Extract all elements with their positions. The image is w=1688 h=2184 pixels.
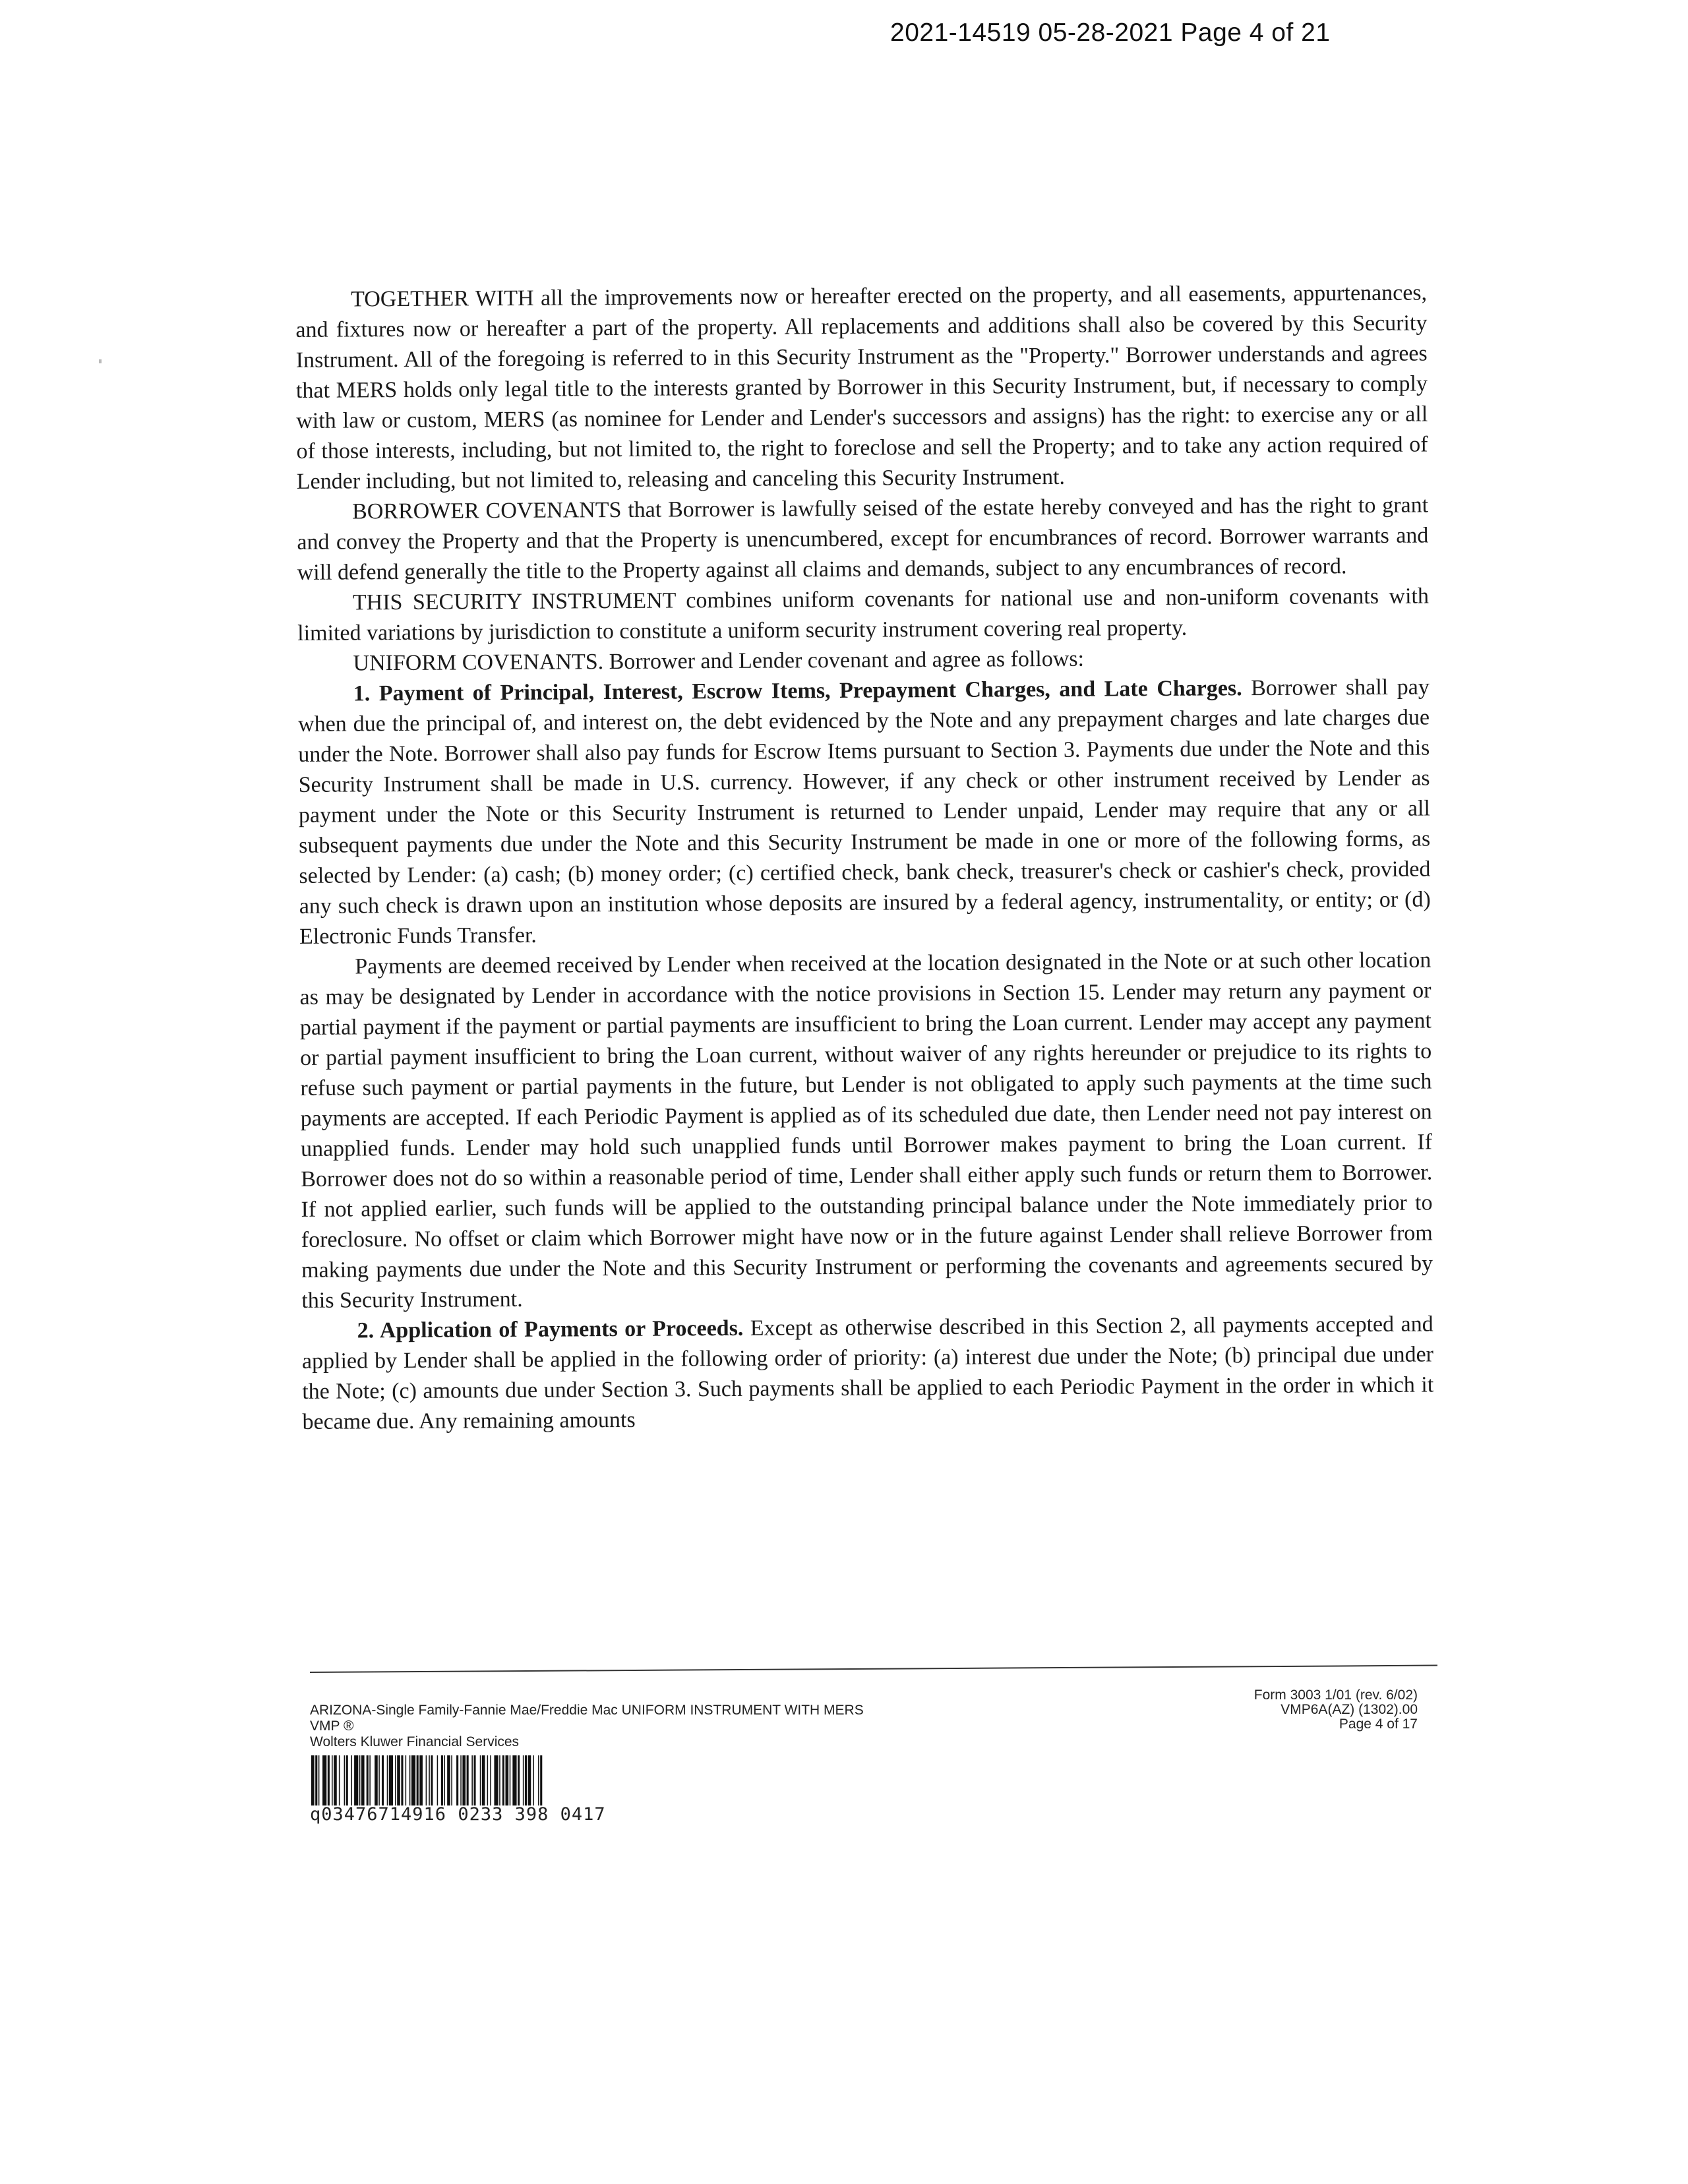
barcode-bar — [411, 1755, 415, 1805]
barcode-bar — [533, 1755, 534, 1805]
barcode-bar — [462, 1755, 466, 1805]
footer-divider — [310, 1665, 1437, 1673]
barcode-bar — [328, 1755, 330, 1805]
barcode-bar — [375, 1755, 378, 1805]
section-1-text: Borrower shall pay when due the principal of, and interest on, the debt evidenced by the Note and any prepayment charges and late charges due under the Note. Borrower shall also pay funds for Escrow Items pursuant to Section 3. Payments due under the Note and this Security Instrument shall be made in U.S. currency. However, if any check or other instrument received by Lender as payment under the Note or this Security Instrument is returned to Lender unpaid, Lender may require that any or all subsequent payments due under the Note and this Security Instrument be made in one or more of the following forms, as selected by Lender: (a) cash; (b) money order; (c) certified check, bank check, treasurer's check or cashier's check, provided any such check is drawn upon an institution whose deposits are insured by a federal agency, instrumentality, or entity; or (d) Electronic Funds Transfer. — [297, 675, 1431, 949]
barcode-bar — [510, 1755, 511, 1805]
barcode-bar — [344, 1755, 346, 1805]
borrower-covenants-paragraph: BORROWER COVENANTS that Borrower is lawfully seised of the estate hereby conveyed and has the right to grant and convey the Property and that the Property is unencumbered, except for encumbrances of record. Borrower warrants and will defend generally the title to the Property against all claims and demands, subject to any encumbrances of record. — [297, 493, 1429, 585]
barcode-bar — [359, 1755, 361, 1805]
barcode-bar — [538, 1755, 539, 1805]
together-with-paragraph: TOGETHER WITH all the improvements now or hereafter erected on the property, and all easements, appurtenances, and fixtures now or hereafter a part of the property. All replacements and additions shall also be covered by this Security Instrument. All of the foregoing is referred to in this Security Instrument as the "Property." Borrower understands and agrees that MERS holds only legal title to the interests granted by Borrower in this Security Instrument, but, if necessary to comply with law or custom, MERS (as nominee for Lender and Lender's successors and assigns) has the right: to exercise any or all of those interests, including, but not limited to, the right to foreclose and sell the Property; and to take any action required of Lender including, but not limited to, releasing and canceling this Security Instrument. — [295, 280, 1428, 494]
barcode-bar — [318, 1755, 320, 1805]
barcode-bar — [401, 1755, 403, 1805]
barcode-bar — [409, 1755, 411, 1805]
barcode-bar — [540, 1755, 542, 1805]
barcode-bar — [419, 1755, 423, 1805]
payments-received-paragraph: Payments are deemed received by Lender when received at the location designated in the Note or at such other location as may be designated by Lender in accordance with the notice provisions in Section 15. Lender may return any payment or partial payment if the payment or partial payments are insufficient to bring the Loan current. Lender may accept any payment or partial payment insufficient to bring the Loan current, without waiver of any rights hereunder or prejudice to its rights to refuse such payment or partial payments in the future, but Lender is not obligated to apply such payments at the time such payments are accepted. If each Periodic Payment is applied as of its scheduled due date, then Lender need not pay interest on unapplied funds. Lender may hold such unapplied funds until Borrower makes payment to bring the Loan current. If Borrower does not do so within a reasonable period of time, Lender shall either apply such funds or return them to Borrower. If not applied earlier, such funds will be applied to the outstanding principal balance under the Note immediately prior to foreclosure. No offset or claim which Borrower might have now or in the future against Lender shall relieve Borrower from making payments due under the Note and this Security Instrument or performing the covenants and agreements secured by this Security Instrument. — [299, 948, 1433, 1313]
barcode-bar — [437, 1755, 438, 1805]
barcode-bar — [354, 1755, 358, 1805]
barcode-bar — [502, 1755, 504, 1805]
barcode-bar — [406, 1755, 407, 1805]
barcode-bar — [512, 1755, 516, 1805]
barcode-bar — [351, 1755, 352, 1805]
barcode-bar — [460, 1755, 462, 1805]
barcode-bar — [382, 1755, 384, 1805]
barcode-bar — [426, 1755, 427, 1805]
footer-right — [1187, 1688, 1418, 1732]
barcode-bar — [528, 1755, 531, 1805]
barcode-bar — [525, 1755, 527, 1805]
section-1-heading: 1. Payment of Principal, Interest, Escrow Items, Prepayment Charges, and Late Charges. — [353, 676, 1242, 706]
barcode-bar — [315, 1755, 317, 1805]
barcode-bar — [346, 1755, 348, 1805]
form-title: ARIZONA-Single Family-Fannie Mae/Freddie Mac UNIFORM INSTRUMENT WITH MERS — [310, 1703, 864, 1718]
barcode-bar — [447, 1755, 450, 1805]
barcode-bar — [482, 1755, 485, 1805]
barcode-bar — [361, 1755, 365, 1805]
barcode-bar — [487, 1755, 489, 1805]
section-2-paragraph — [302, 1309, 1434, 1437]
barcode-bar — [456, 1755, 458, 1805]
barcode-bar — [431, 1755, 433, 1805]
barcode-bar — [417, 1755, 419, 1805]
barcode-bar — [441, 1755, 443, 1805]
barcode-bar — [499, 1755, 500, 1805]
publisher-name: Wolters Kluwer Financial Services — [310, 1734, 520, 1749]
barcode-bar — [332, 1755, 333, 1805]
barcode-bar — [395, 1755, 396, 1805]
vmp-mark: VMP ® — [310, 1718, 354, 1734]
barcode-bar — [322, 1755, 326, 1805]
barcode-bar — [471, 1755, 473, 1805]
barcode-bar — [467, 1755, 469, 1805]
barcode-bar — [480, 1755, 481, 1805]
form-number: Form 3003 1/01 (rev. 6/02) — [1253, 1687, 1418, 1703]
barcode-bar — [523, 1755, 524, 1805]
barcode-bar — [444, 1755, 446, 1805]
barcode-number: q03476714916 0233 398 0417 — [310, 1804, 606, 1825]
section-1-paragraph — [298, 673, 1431, 952]
barcode-bar — [397, 1755, 400, 1805]
form-code: VMP6A(AZ) (1302).00 — [1281, 1702, 1418, 1717]
barcode-bar — [334, 1755, 337, 1805]
barcode-bar — [389, 1755, 393, 1805]
barcode-bar — [518, 1755, 520, 1805]
barcode-bar — [378, 1755, 380, 1805]
barcode-bar — [387, 1755, 388, 1805]
uniform-covenants-paragraph: UNIFORM COVENANTS. Borrower and Lender covenant and agree as follows: — [353, 646, 1085, 676]
barcode-bar — [311, 1755, 315, 1805]
section-2-heading: 2. Application of Payments or Proceeds. — [357, 1316, 744, 1343]
barcode-bar — [367, 1755, 369, 1805]
barcode-bar — [473, 1755, 475, 1805]
barcode-bar — [369, 1755, 371, 1805]
barcode-bar — [451, 1755, 452, 1805]
body-text — [295, 278, 1434, 1438]
scan-speck — [99, 359, 102, 363]
barcode-bar — [339, 1755, 340, 1805]
barcode-bar — [429, 1755, 430, 1805]
barcode-bar — [506, 1755, 509, 1805]
recording-stamp: 2021-14519 05-28-2021 Page 4 of 21 — [890, 18, 1331, 47]
footer-left — [310, 1703, 864, 1750]
barcode — [310, 1755, 758, 1805]
barcode-bar — [494, 1755, 498, 1805]
security-instrument-paragraph: THIS SECURITY INSTRUMENT combines uniform covenants for national use and non-uniform covenants with limited variations by jurisdiction to constitute a uniform security instrument covering real property. — [297, 584, 1430, 646]
barcode-bar — [490, 1755, 491, 1805]
form-page-number: Page 4 of 17 — [1339, 1716, 1418, 1732]
section-2-text: Except as otherwise described in this Section 2, all payments accepted and applied by Lender shall be applied in the following order of priority: (a) interest due under the Note; (b) principal due under the Note; (c) amounts due under Section 3. Such payments shall be applied to each Periodic Payment in the order in which it became due. Any remaining amounts — [301, 1312, 1434, 1434]
